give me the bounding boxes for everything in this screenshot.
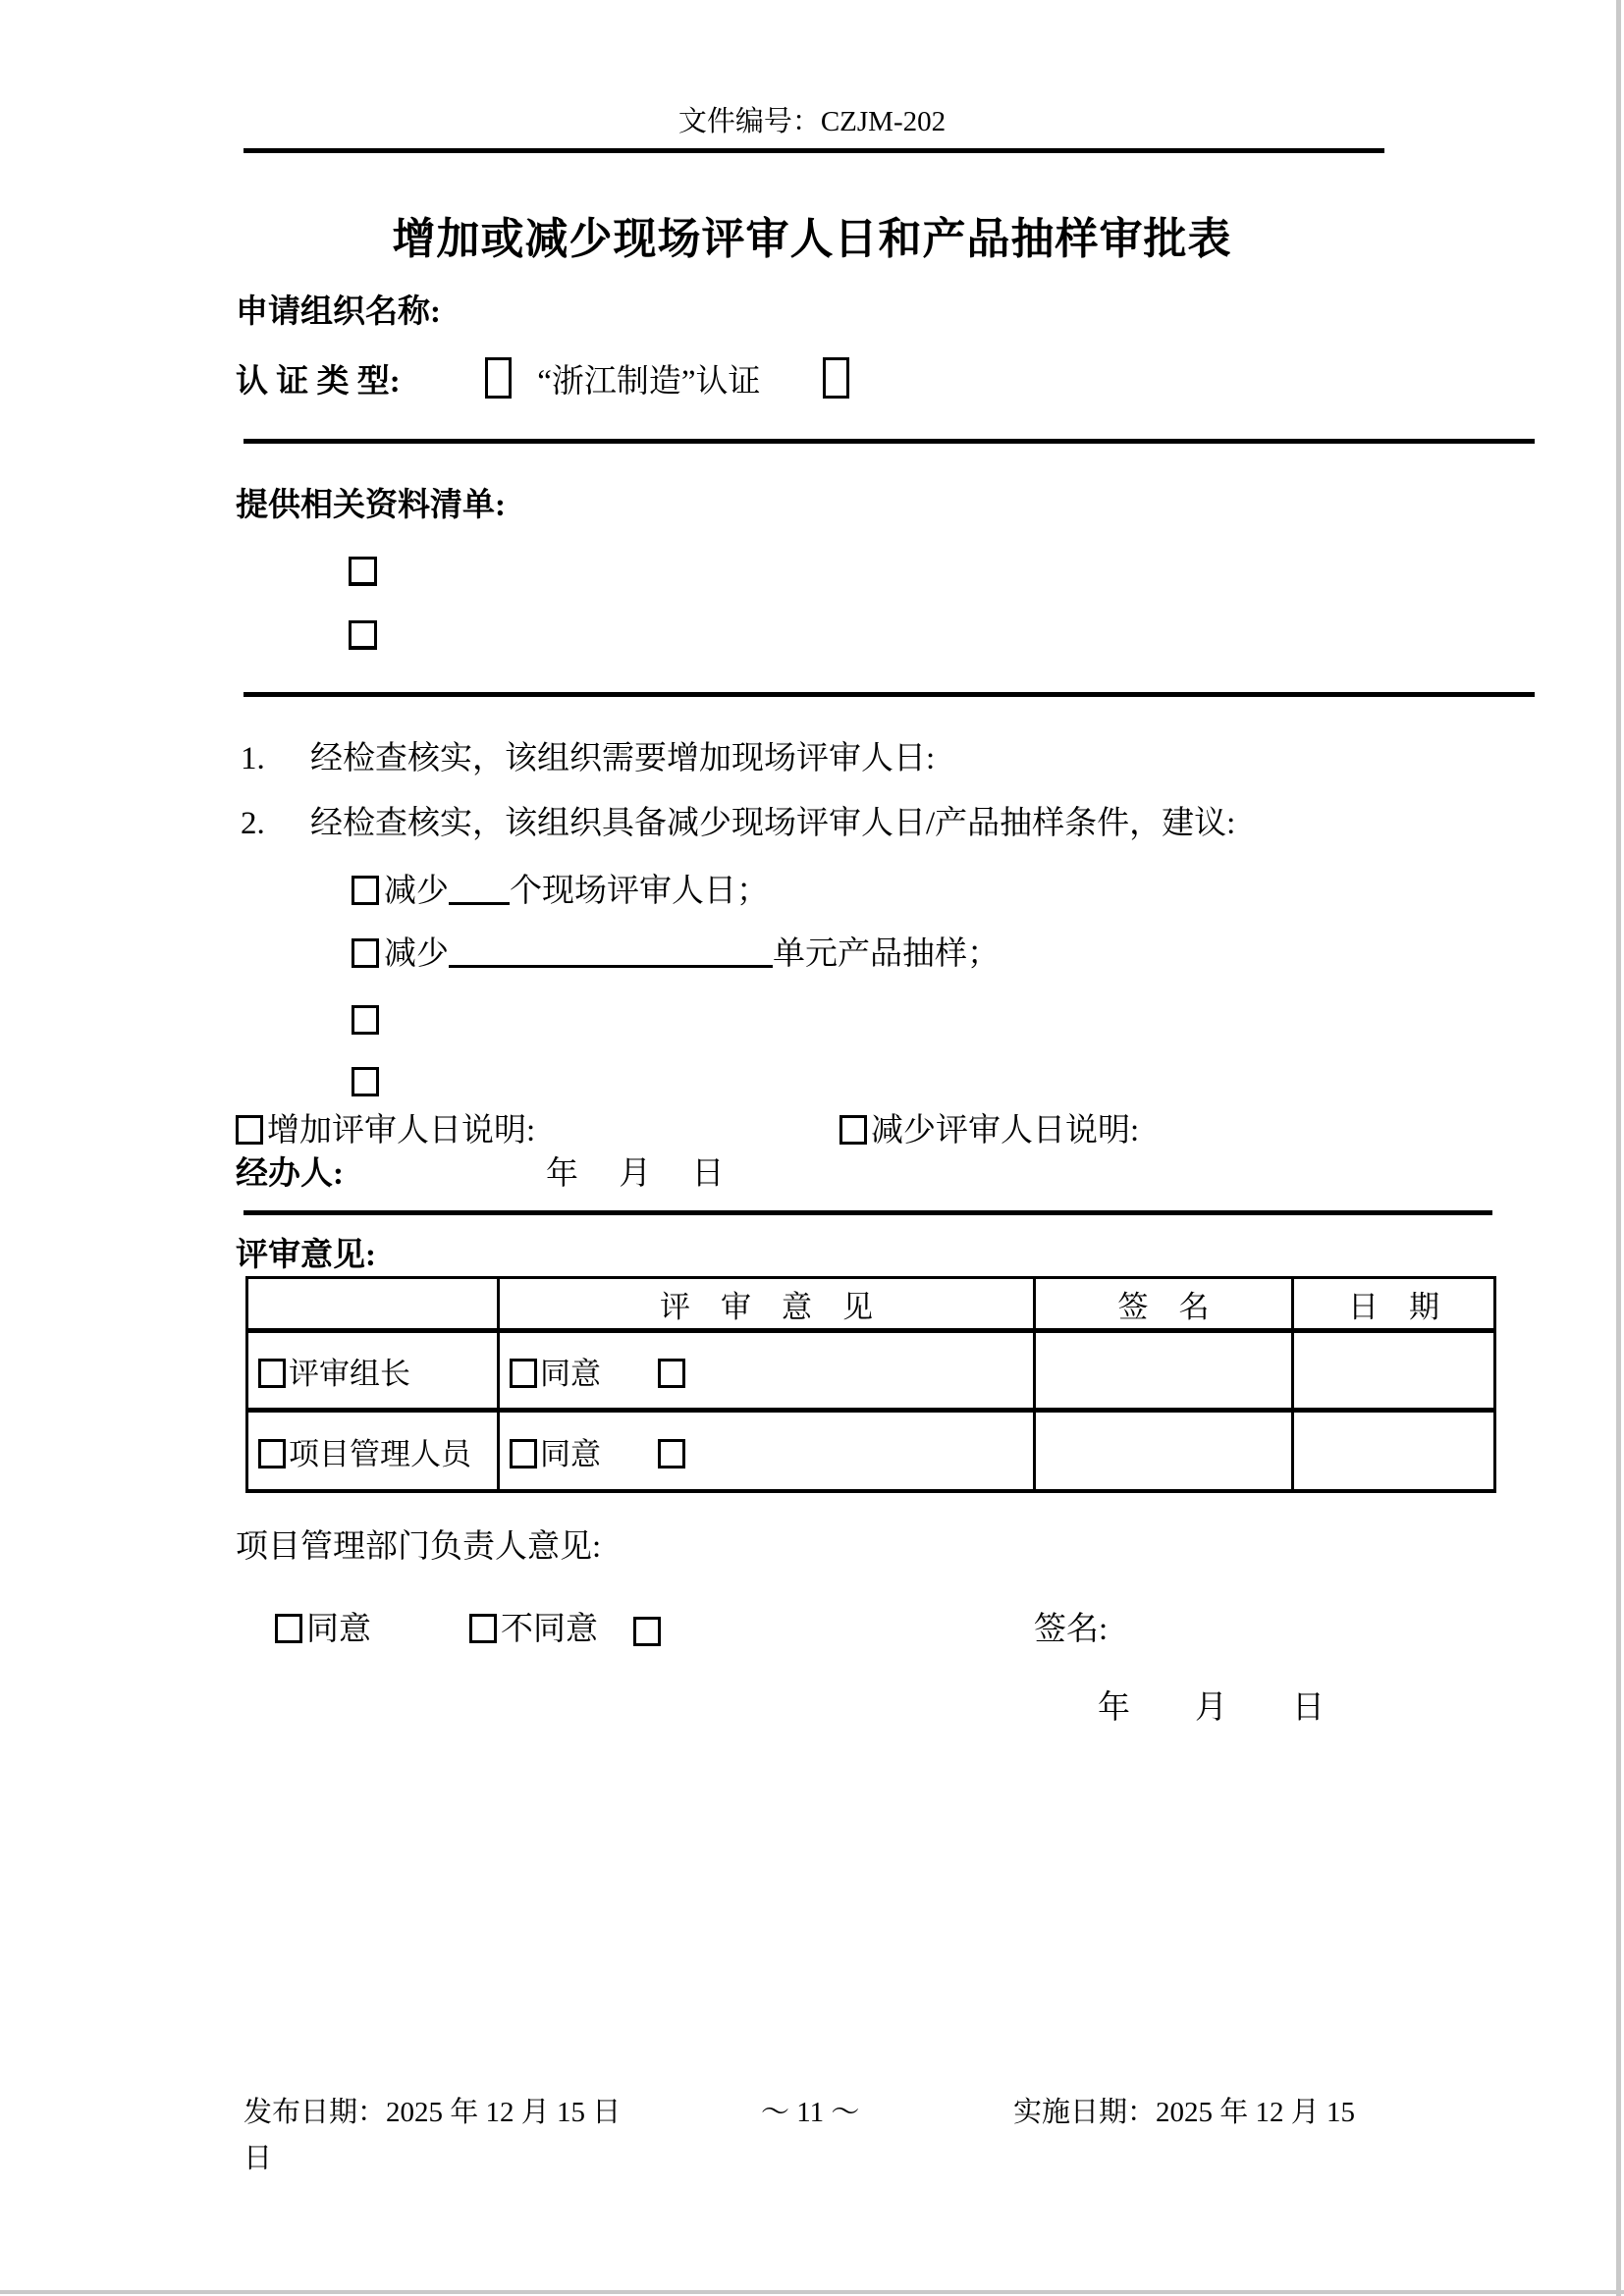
manager-extra-checkbox[interactable] — [658, 1439, 685, 1468]
doc-number: 文件编号：CZJM-202 — [677, 106, 947, 137]
dept-disagree-checkbox[interactable] — [469, 1614, 497, 1643]
leader-extra-checkbox[interactable] — [658, 1359, 685, 1388]
reduce-units-suffix: 单元产品抽样； — [773, 936, 1000, 972]
decrease-note — [839, 1110, 1139, 1151]
review-header-role — [247, 1278, 499, 1331]
dept-extra-checkbox[interactable] — [633, 1617, 661, 1646]
review-header-row — [247, 1278, 1495, 1331]
manager-role-checkbox[interactable] — [258, 1439, 286, 1468]
dept-disagree-label: 不同意 — [501, 1612, 598, 1647]
dept-agree-checkbox[interactable] — [275, 1614, 302, 1643]
review-section-label: 评审意见: — [236, 1238, 376, 1273]
cert-type-option: “浙江制造”认证 — [537, 364, 761, 400]
review-header-opinion: 评 审 意 见 — [499, 1278, 1035, 1331]
increase-note-checkbox[interactable] — [236, 1115, 263, 1145]
finding-item-1-number: 1. — [241, 741, 265, 776]
dept-agree-option — [275, 1609, 371, 1650]
leader-agree-checkbox[interactable] — [510, 1359, 537, 1388]
cert-type-row — [236, 357, 849, 402]
decrease-note-checkbox[interactable] — [839, 1115, 867, 1145]
manager-agree-label: 同意 — [540, 1436, 601, 1471]
materials-checkbox-1[interactable] — [349, 557, 377, 586]
header-rule — [244, 148, 1384, 153]
footer-release-date: 发布日期：2025 年 12 月 15 日 — [244, 2097, 622, 2128]
extra-option-checkbox-2[interactable] — [352, 1067, 379, 1096]
finding-item-2 — [241, 803, 1235, 844]
section-rule-2 — [244, 692, 1535, 697]
manager-date-cell[interactable] — [1293, 1411, 1495, 1492]
cert-type-checkbox-1[interactable] — [485, 357, 512, 399]
manager-role-label: 项目管理人员 — [289, 1436, 471, 1471]
dept-date[interactable]: 年 月 日 — [1098, 1690, 1325, 1726]
dept-disagree-option — [469, 1609, 598, 1650]
finding-item-1-text: 经检查核实，该组织需要增加现场评审人日: — [310, 741, 936, 776]
increase-note-label: 增加评审人日说明: — [267, 1113, 536, 1148]
page-title: 增加或减少现场评审人日和产品抽样审批表 — [392, 215, 1232, 263]
cert-type-label: 认 证 类 型: — [236, 364, 401, 400]
dept-opinion-label: 项目管理部门负责人意见: — [236, 1529, 602, 1565]
footer-implement-date: 实施日期：2025 年 12 月 15 — [1013, 2097, 1356, 2128]
manager-signature-cell[interactable] — [1035, 1411, 1293, 1492]
section-rule-3 — [244, 1210, 1492, 1215]
review-table — [245, 1276, 1496, 1493]
reduce-days-suffix: 个现场评审人日； — [510, 874, 769, 909]
leader-agree-label: 同意 — [540, 1356, 601, 1391]
manager-agree-checkbox[interactable] — [510, 1439, 537, 1468]
extra-option-checkbox-1[interactable] — [352, 1005, 379, 1035]
leader-signature-cell[interactable] — [1035, 1331, 1293, 1411]
finding-item-2-number: 2. — [241, 806, 265, 841]
finding-item-2-text: 经检查核实，该组织具备减少现场评审人日/产品抽样条件，建议: — [310, 806, 1236, 841]
footer-page-number: ～ 11 ～ — [761, 2097, 860, 2128]
handler-label: 经办人: — [236, 1156, 344, 1192]
page-edge-bottom — [0, 2290, 1624, 2294]
materials-label: 提供相关资料清单: — [236, 488, 506, 523]
finding-item-1 — [241, 738, 935, 779]
reduce-days-blank[interactable] — [449, 873, 510, 905]
review-header-date: 日 期 — [1293, 1278, 1495, 1331]
reduce-days-row — [352, 871, 769, 912]
leader-role-checkbox[interactable] — [258, 1359, 286, 1388]
dept-sign-label: 签名: — [1034, 1612, 1109, 1647]
review-row-leader — [247, 1331, 1495, 1411]
leader-role-label: 评审组长 — [289, 1356, 410, 1391]
org-name-label: 申请组织名称: — [236, 294, 441, 330]
reduce-units-row — [352, 934, 1000, 975]
reduce-units-checkbox[interactable] — [352, 938, 379, 968]
section-rule-1 — [244, 439, 1535, 444]
footer-implement-date-wrap: 日 — [244, 2143, 273, 2174]
page-edge-right — [1616, 0, 1621, 2296]
review-header-signature: 签 名 — [1035, 1278, 1293, 1331]
materials-checkbox-2[interactable] — [349, 620, 377, 650]
reduce-days-prefix: 减少 — [384, 874, 449, 909]
dept-agree-label: 同意 — [306, 1612, 371, 1647]
increase-note — [236, 1110, 535, 1151]
handler-date[interactable]: 年 月 日 — [546, 1156, 725, 1192]
decrease-note-label: 减少评审人日说明: — [871, 1113, 1140, 1148]
reduce-days-checkbox[interactable] — [352, 876, 379, 905]
leader-date-cell[interactable] — [1293, 1331, 1495, 1411]
reduce-units-blank[interactable] — [449, 935, 773, 968]
reduce-units-prefix: 减少 — [384, 936, 449, 972]
cert-type-checkbox-2[interactable] — [823, 357, 849, 399]
review-row-manager — [247, 1411, 1495, 1492]
